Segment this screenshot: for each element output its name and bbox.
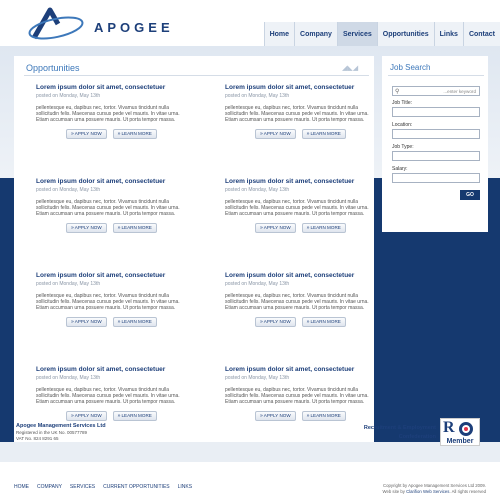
copyright-line: Copyright by Apogee Management Services Ltd 2009. xyxy=(383,483,486,488)
rec-line-1: Recruitment & Employment xyxy=(363,425,436,431)
credit-suffix: . All rights reserved xyxy=(449,488,486,494)
learn-more-button[interactable] xyxy=(302,317,346,327)
job-actions xyxy=(225,129,385,139)
apply-now-label: APPLY NOW xyxy=(74,319,102,325)
arrows-icon: » xyxy=(306,130,309,137)
job-title[interactable]: Lorem ipsum dolor sit amet, consectetuer xyxy=(225,272,355,279)
job-description: pellentesque eu, dapibus nec, tortor. Vivamus tincidunt nulla sollicitudin felis. Maecenas cursus pede vel mauris. In vitae urna. Etiam accumsan urna posuere mauris. Ut porta tempor massa. xyxy=(36,105,180,124)
rec-member-logo[interactable] xyxy=(440,418,480,446)
learn-more-label: LEARN MORE xyxy=(121,225,152,231)
job-posted-date: posted on Monday, May 13th xyxy=(36,375,101,381)
job-actions xyxy=(36,317,196,327)
job-actions xyxy=(36,129,196,139)
job-title[interactable]: Lorem ipsum dolor sit amet, consectetuer xyxy=(36,178,166,185)
learn-more-button[interactable] xyxy=(113,223,157,233)
apply-now-label: APPLY NOW xyxy=(263,131,291,137)
job-card xyxy=(225,84,385,139)
learn-more-label: LEARN MORE xyxy=(310,131,341,137)
apply-now-button[interactable] xyxy=(66,411,107,421)
apply-now-label: APPLY NOW xyxy=(74,413,102,419)
nav-company[interactable]: Company xyxy=(294,22,337,46)
learn-more-button[interactable] xyxy=(302,411,346,421)
job-actions xyxy=(225,317,385,327)
learn-more-label: LEARN MORE xyxy=(310,413,341,419)
divider xyxy=(388,75,484,76)
divider xyxy=(24,75,369,76)
apply-now-button[interactable] xyxy=(255,411,296,421)
page-title: Opportunities xyxy=(26,63,80,73)
job-card xyxy=(36,366,196,421)
job-card xyxy=(225,366,385,421)
job-search-panel xyxy=(382,56,488,232)
rec-logo-letter: R xyxy=(443,419,455,436)
apply-now-label: APPLY NOW xyxy=(263,319,291,325)
nav-home[interactable]: Home xyxy=(264,22,294,46)
job-description: pellentesque eu, dapibus nec, tortor. Vivamus tincidunt nulla sollicitudin felis. Maecenas cursus pede vel mauris. In vitae urna. Etiam accumsan urna posuere mauris. Ut porta tempor massa. xyxy=(36,199,180,218)
learn-more-button[interactable] xyxy=(113,317,157,327)
job-card xyxy=(225,272,385,327)
arrows-icon: » xyxy=(117,412,120,419)
rec-text xyxy=(346,424,436,442)
arrows-icon: » xyxy=(306,224,309,231)
job-actions xyxy=(36,411,196,421)
arrows-icon: » xyxy=(260,318,262,325)
location-label: Location: xyxy=(392,122,413,128)
salary-label: Salary: xyxy=(392,166,408,172)
job-card xyxy=(36,272,196,327)
apply-now-label: APPLY NOW xyxy=(263,225,291,231)
arrows-icon: » xyxy=(71,318,73,325)
job-posted-date: posted on Monday, May 13th xyxy=(225,93,290,99)
main-nav xyxy=(264,22,500,46)
footer-link-opportunities[interactable]: CURRENT OPPORTUNITIES xyxy=(103,484,170,490)
footer-link-links[interactable]: LINKS xyxy=(177,484,193,490)
credit-link[interactable]: Clarifion Web Services xyxy=(406,488,450,494)
opportunities-panel xyxy=(14,56,374,442)
footer-reg-number: Registered in the UK No. 00577789 xyxy=(16,430,88,435)
credit-prefix: Web site by xyxy=(382,488,405,494)
job-posted-date: posted on Monday, May 13th xyxy=(225,375,290,381)
apply-now-button[interactable] xyxy=(255,129,296,139)
apply-now-label: APPLY NOW xyxy=(74,131,102,137)
apply-now-label: APPLY NOW xyxy=(263,413,291,419)
footer-link-home[interactable]: HOME xyxy=(14,484,29,490)
learn-more-label: LEARN MORE xyxy=(121,131,152,137)
keyword-input[interactable] xyxy=(392,86,480,96)
footer xyxy=(0,462,500,482)
job-posted-date: posted on Monday, May 13th xyxy=(225,187,290,193)
footer-band xyxy=(0,442,500,462)
job-description: pellentesque eu, dapibus nec, tortor. Vivamus tincidunt nulla sollicitudin felis. Maecenas cursus pede vel mauris. In vitae urna. Etiam accumsan urna posuere mauris. Ut porta tempor massa. xyxy=(225,387,369,406)
arrows-icon: » xyxy=(71,130,73,137)
learn-more-label: LEARN MORE xyxy=(121,413,152,419)
location-field[interactable] xyxy=(392,129,480,139)
job-title[interactable]: Lorem ipsum dolor sit amet, consectetuer xyxy=(225,178,355,185)
job-title-label: Job Title: xyxy=(392,100,413,106)
job-card xyxy=(36,84,196,139)
nav-services[interactable]: Services xyxy=(337,22,377,46)
search-icon: ⚲ xyxy=(395,89,400,95)
job-description: pellentesque eu, dapibus nec, tortor. Vivamus tincidunt nulla sollicitudin felis. Maecenas cursus pede vel mauris. In vitae urna. Etiam accumsan urna posuere mauris. Ut porta tempor massa. xyxy=(225,293,369,312)
brand-name: APOGEE xyxy=(94,20,174,35)
apply-now-button[interactable] xyxy=(66,129,107,139)
keyword-placeholder: ...enter keyword xyxy=(443,88,476,94)
apply-now-button[interactable] xyxy=(66,223,107,233)
job-description: pellentesque eu, dapibus nec, tortor. Vivamus tincidunt nulla sollicitudin felis. Maecenas cursus pede vel mauris. In vitae urna. Etiam accumsan urna posuere mauris. Ut porta tempor massa. xyxy=(225,199,369,218)
job-posted-date: posted on Monday, May 13th xyxy=(36,93,101,99)
learn-more-button[interactable] xyxy=(302,223,346,233)
arrows-icon: » xyxy=(260,412,262,419)
apogee-logo-icon xyxy=(28,6,98,42)
job-posted-date: posted on Monday, May 13th xyxy=(36,187,101,193)
job-actions xyxy=(225,411,385,421)
apply-now-button[interactable] xyxy=(255,317,296,327)
job-title[interactable]: Lorem ipsum dolor sit amet, consectetuer xyxy=(36,366,166,373)
job-description: pellentesque eu, dapibus nec, tortor. Vivamus tincidunt nulla sollicitudin felis. Maecenas cursus pede vel mauris. In vitae urna. Etiam accumsan urna posuere mauris. Ut porta tempor massa. xyxy=(36,293,180,312)
job-description: pellentesque eu, dapibus nec, tortor. Vivamus tincidunt nulla sollicitudin felis. Maecenas cursus pede vel mauris. In vitae urna. Etiam accumsan urna posuere mauris. Ut porta tempor massa. xyxy=(225,105,369,124)
footer-link-company[interactable]: COMPANY xyxy=(37,484,62,490)
arrows-icon: » xyxy=(71,224,73,231)
credit-line xyxy=(382,489,486,495)
footer-link-services[interactable]: SERVICES xyxy=(69,484,96,490)
arrows-icon: » xyxy=(117,130,120,137)
apply-now-button[interactable] xyxy=(255,223,296,233)
arrows-icon: » xyxy=(306,318,309,325)
rec-ring-icon xyxy=(459,422,473,436)
learn-more-button[interactable] xyxy=(302,129,346,139)
apply-now-button[interactable] xyxy=(66,317,107,327)
apply-now-label: APPLY NOW xyxy=(74,225,102,231)
job-posted-date: posted on Monday, May 13th xyxy=(225,281,290,287)
salary-field[interactable] xyxy=(392,173,480,183)
learn-more-label: LEARN MORE xyxy=(310,225,341,231)
job-title[interactable]: Lorem ipsum dolor sit amet, consectetuer xyxy=(225,366,355,373)
job-type-field[interactable] xyxy=(392,151,480,161)
arrows-icon: » xyxy=(117,224,120,231)
rec-member-label: Member xyxy=(446,438,474,445)
job-search-title: Job Search xyxy=(390,63,431,72)
job-title[interactable]: Lorem ipsum dolor sit amet, consectetuer xyxy=(36,84,166,91)
go-button[interactable]: GO xyxy=(460,190,480,200)
footer-registration xyxy=(16,430,87,441)
job-card xyxy=(225,178,385,233)
job-actions xyxy=(225,223,385,233)
learn-more-button[interactable] xyxy=(113,411,157,421)
job-card xyxy=(36,178,196,233)
job-actions xyxy=(36,223,196,233)
nav-opportunities[interactable]: Opportunities xyxy=(377,22,434,46)
header xyxy=(0,0,500,46)
decoration-icon: ◢◣◢ xyxy=(342,65,359,72)
nav-contact[interactable]: Contact xyxy=(463,22,500,46)
arrows-icon: » xyxy=(71,412,73,419)
arrows-icon: » xyxy=(117,318,120,325)
learn-more-button[interactable] xyxy=(113,129,157,139)
learn-more-label: LEARN MORE xyxy=(310,319,341,325)
learn-more-label: LEARN MORE xyxy=(121,319,152,325)
nav-links[interactable]: Links xyxy=(434,22,463,46)
footer-company: Apogee Management Services Ltd xyxy=(16,423,106,429)
rec-line-2: Confederation xyxy=(398,434,436,440)
job-title-field[interactable] xyxy=(392,107,480,117)
footer-vat-number: VAT No. 824 8291 65 xyxy=(16,435,59,441)
arrows-icon: » xyxy=(306,412,309,419)
job-posted-date: posted on Monday, May 13th xyxy=(36,281,101,287)
arrows-icon: » xyxy=(260,130,262,137)
logo[interactable] xyxy=(28,6,188,42)
job-title[interactable]: Lorem ipsum dolor sit amet, consectetuer xyxy=(36,272,166,279)
copyright xyxy=(382,483,486,494)
footer-nav xyxy=(14,484,192,490)
job-description: pellentesque eu, dapibus nec, tortor. Vivamus tincidunt nulla sollicitudin felis. Maecenas cursus pede vel mauris. In vitae urna. Etiam accumsan urna posuere mauris. Ut porta tempor massa. xyxy=(36,387,180,406)
job-title[interactable]: Lorem ipsum dolor sit amet, consectetuer xyxy=(225,84,355,91)
arrows-icon: » xyxy=(260,224,262,231)
job-type-label: Job Type: xyxy=(392,144,414,150)
